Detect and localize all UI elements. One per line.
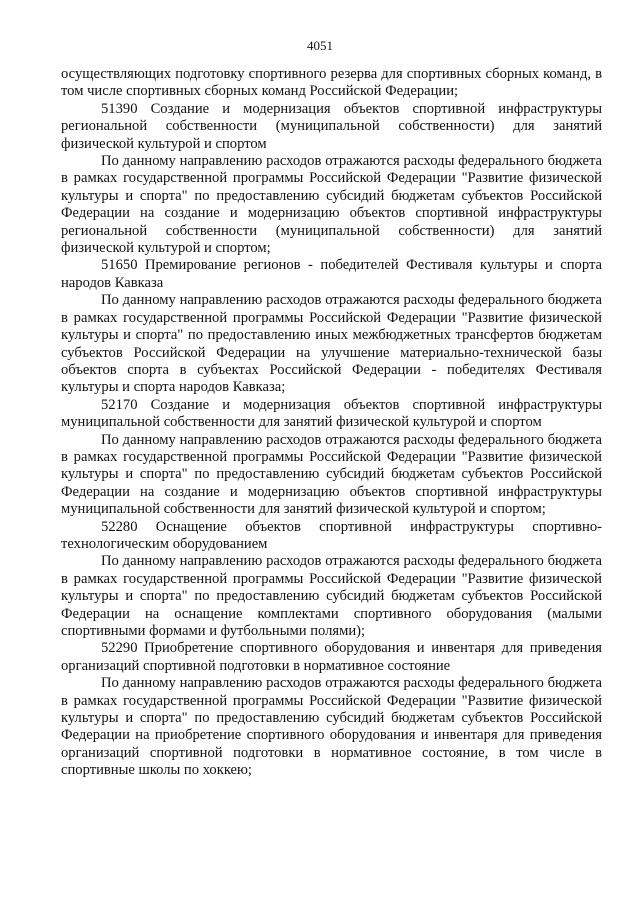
paragraph-description-52170: По данному направлению расходов отражаются расходы федерального бюджета в рамках государственной программы Российской Федерации "Развитие физической культуры и спорта" по предоставлению субсидий бюджетам субъектов Российской Федерации на создание и модернизацию объектов спортивной инфраструктуры муниципальной собственности для занятий физической культурой и спортом; [61, 431, 602, 518]
paragraph-continuation: осуществляющих подготовку спортивного резерва для спортивных сборных команд, в том числе спортивных сборных команд Российской Федерации; [61, 66, 602, 100]
paragraph-description-51390: По данному направлению расходов отражаются расходы федерального бюджета в рамках государственной программы Российской Федерации "Развитие физической культуры и спорта" по предоставлению субсидий бюджетам субъектов Российской Федерации на создание и модернизацию объектов спортивной инфраструктуры региональной собственности (муниципальной собственности) для занятий физической культурой и спортом; [61, 153, 602, 257]
paragraph-description-52290: По данному направлению расходов отражаются расходы федерального бюджета в рамках государственной программы Российской Федерации "Развитие физической культуры и спорта" по предоставлению субсидий бюджетам субъектов Российской Федерации на приобретение спортивного оборудования и инвентаря для приведения организаций спортивной подготовки в нормативное состояние, в том числе в спортивные школы по хоккею; [61, 675, 602, 779]
document-body [61, 66, 602, 780]
paragraph-description-52280: По данному направлению расходов отражаются расходы федерального бюджета в рамках государственной программы Российской Федерации "Развитие физической культуры и спорта" по предоставлению субсидий бюджетам субъектов Российской Федерации на оснащение комплектами спортивного оборудования (малыми спортивными формами и футбольными полями); [61, 553, 602, 639]
paragraph-description-51650: По данному направлению расходов отражаются расходы федерального бюджета в рамках государственной программы Российской Федерации "Развитие физической культуры и спорта" по предоставлению иных межбюджетных трансфертов бюджетам субъектов Российской Федерации на улучшение материально-технической базы объектов спорта в субъектах Российской Федерации - победителях Фестиваля культуры и спорта народов Кавказа; [61, 292, 602, 396]
paragraph-heading-52290: 52290 Приобретение спортивного оборудования и инвентаря для приведения организаций спортивной подготовки в нормативное состояние [61, 640, 602, 674]
paragraph-heading-51650: 51650 Премирование регионов - победителей Фестиваля культуры и спорта народов Кавказа [61, 257, 602, 291]
paragraph-heading-52280: 52280 Оснащение объектов спортивной инфраструктуры спортивно-технологическим оборудованием [61, 518, 602, 552]
paragraph-heading-52170: 52170 Создание и модернизация объектов спортивной инфраструктуры муниципальной собственности для занятий физической культурой и спортом [61, 396, 602, 431]
paragraph-heading-51390: 51390 Создание и модернизация объектов спортивной инфраструктуры региональной собственности (муниципальной собственности) для занятий физической культурой и спортом [61, 100, 602, 152]
page-number: 4051 [307, 38, 333, 53]
